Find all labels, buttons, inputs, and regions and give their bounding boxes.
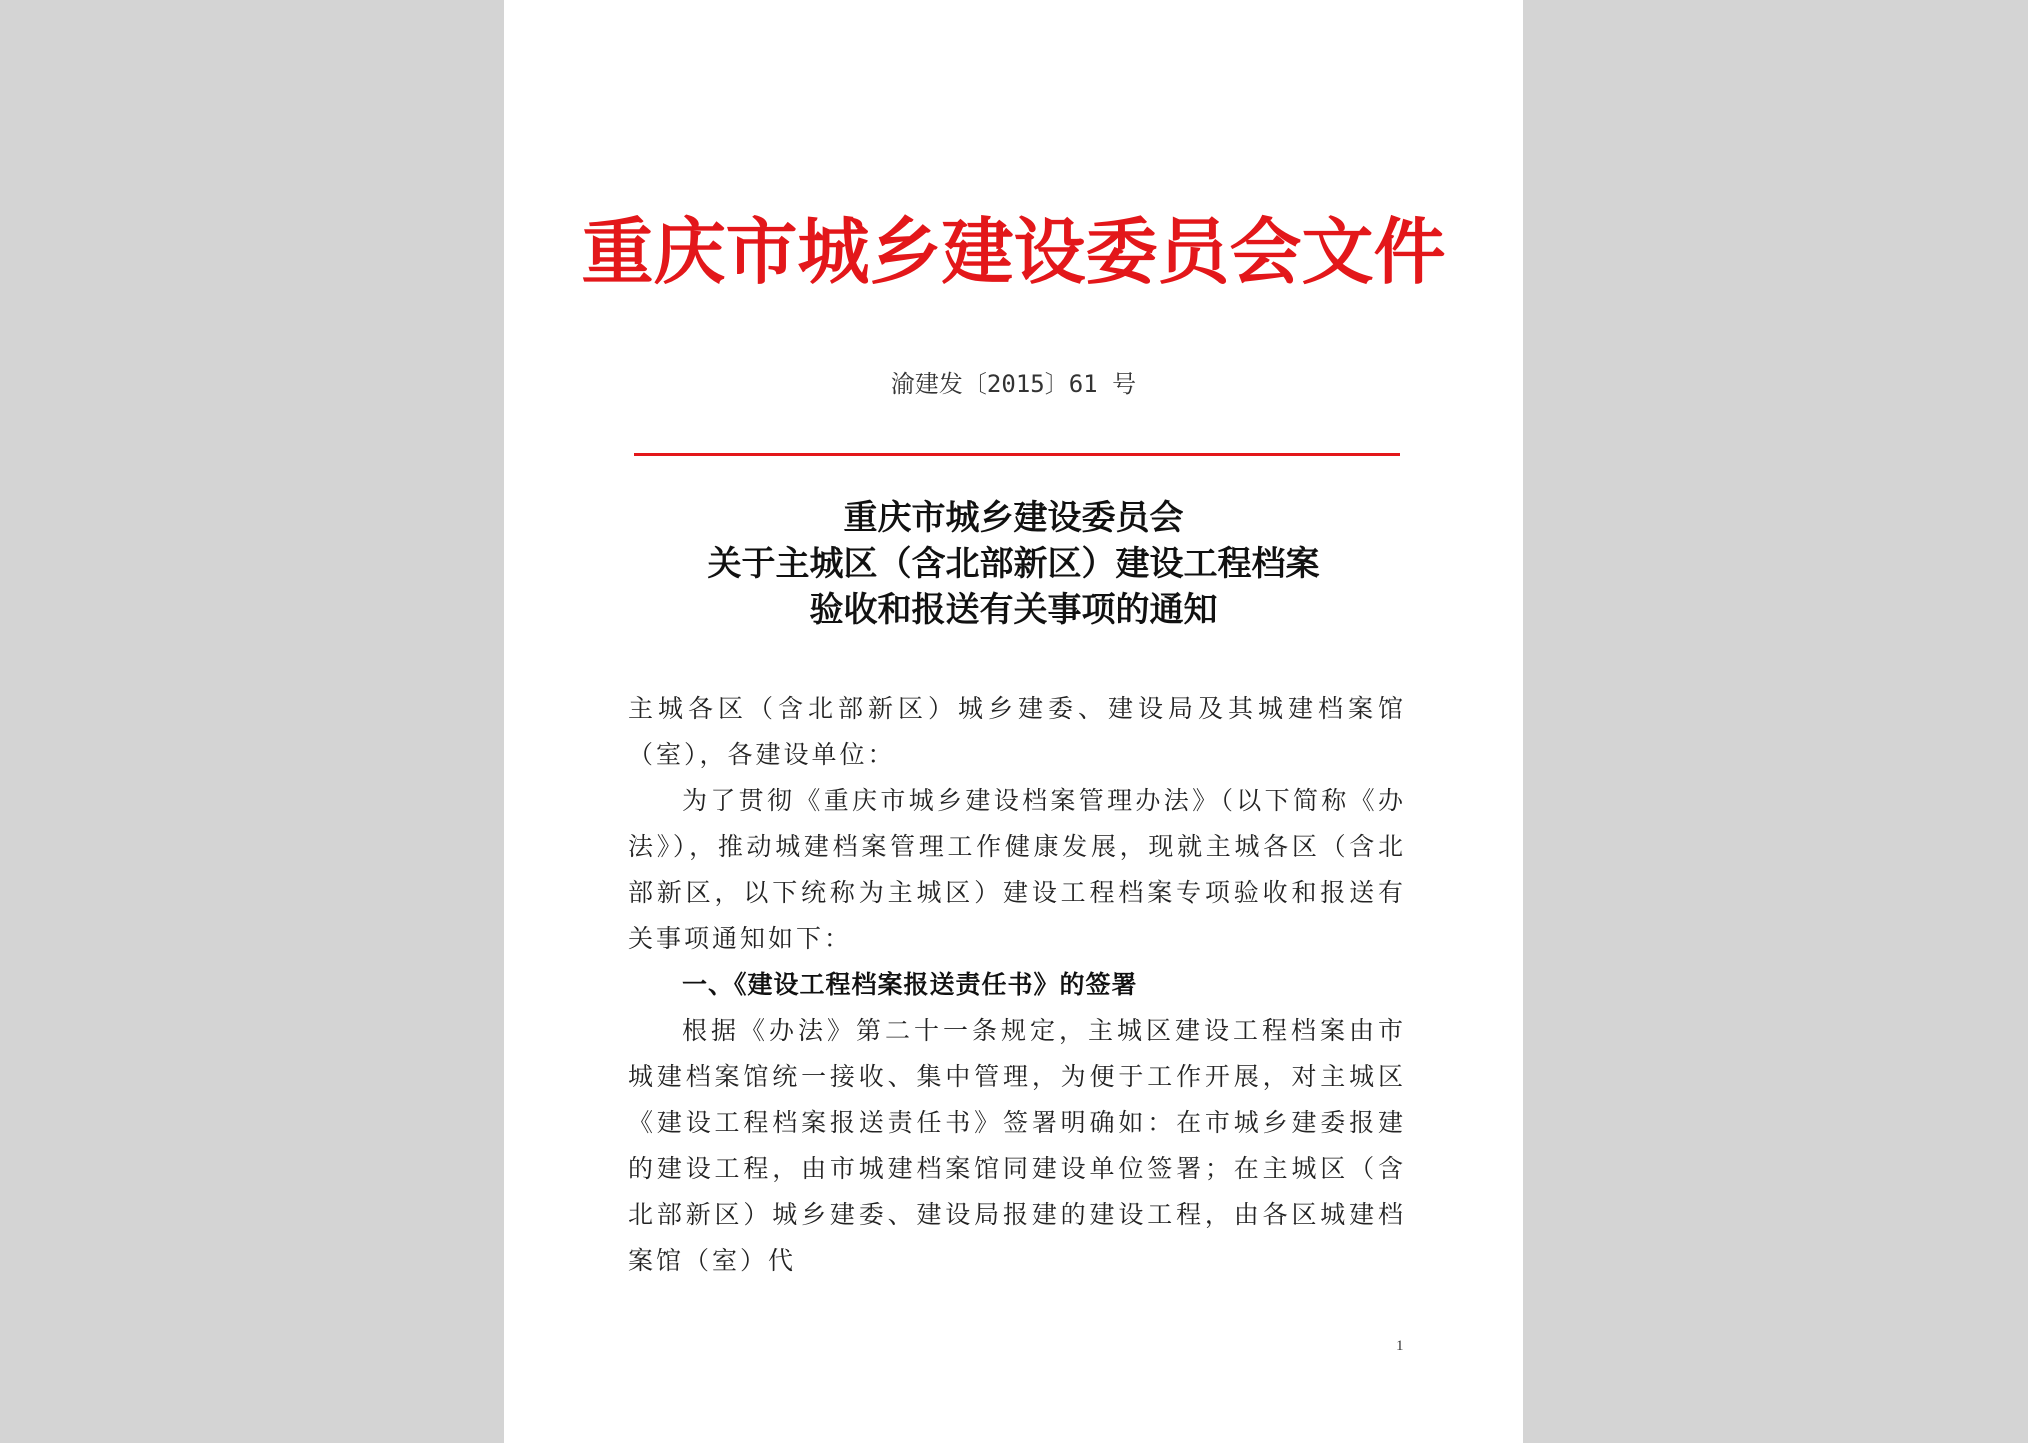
document-body [628, 686, 1406, 1284]
title-line: 关于主城区（含北部新区）建设工程档案 [707, 544, 1320, 584]
title-line: 验收和报送有关事项的通知 [809, 590, 1218, 630]
section-paragraph: 根据《办法》第二十一条规定，主城区建设工程档案由市城建档案馆统一接收、集中管理，为便于工作开展，对主城区《建设工程档案报送责任书》签署明确如：在市城乡建委报建的建设工程，由市城建档案馆同建设单位签署；在主城区（含北部新区）城乡建委、建设局报建的建设工程，由各区城建档案馆（室）代 [628, 1016, 1406, 1275]
page-number: 1 [1396, 1338, 1404, 1354]
document-number: 渝建发〔2015〕61 号 [890, 370, 1137, 398]
notice-title [504, 495, 1523, 633]
document-page [504, 0, 1523, 1443]
masthead: 重庆市城乡建设委员会文件 [581, 209, 1446, 294]
red-divider [634, 453, 1400, 456]
section-heading: 一、《建设工程档案报送责任书》的签署 [682, 970, 1138, 999]
addressee: 主城各区（含北部新区）城乡建委、建设局及其城建档案馆（室），各建设单位： [628, 694, 1406, 769]
title-line: 重庆市城乡建设委员会 [843, 498, 1184, 538]
intro-paragraph: 为了贯彻《重庆市城乡建设档案管理办法》（以下简称《办法》），推动城建档案管理工作健康发展，现就主城各区（含北部新区，以下统称为主城区）建设工程档案专项验收和报送有关事项通知如下： [628, 786, 1406, 953]
